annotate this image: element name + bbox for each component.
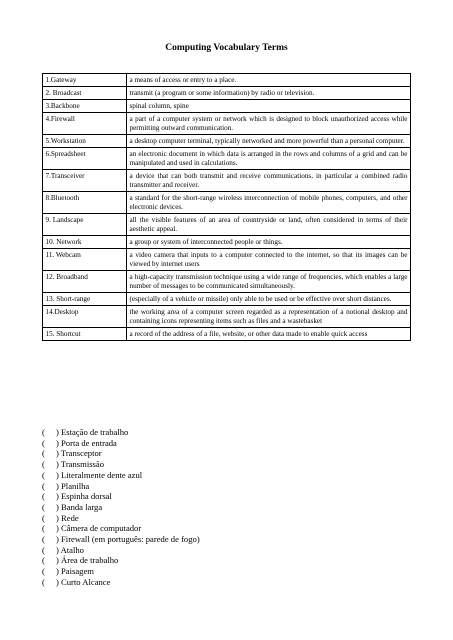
answer-text: Curto Alcance [61,576,111,587]
close-paren: ) [56,544,59,555]
answer-item [42,513,200,524]
definition-cell: (especially of a vehicle or missile) only able to be used or be effective over short distances. [127,293,411,306]
open-paren: ( [42,534,45,545]
table-row [43,135,411,148]
answer-item [42,459,200,470]
close-paren: ) [56,491,59,502]
answer-item [42,438,200,449]
answer-text: Planilha [61,480,90,491]
answer-item [42,523,200,534]
table-row [43,236,411,249]
table-row [43,214,411,236]
answer-text: Banda larga [61,501,103,512]
answer-text: Transmissão [60,459,105,470]
vocabulary-table-body [43,74,411,341]
answer-item [42,448,200,459]
open-paren: ( [42,448,45,459]
answer-text: Rede [61,512,79,523]
table-row [43,293,411,306]
table-row [43,249,411,271]
open-paren: ( [42,544,45,555]
definition-cell: a high-capacity transmission technique using a wide range of frequencies, which enables a large number of messages to be communicated simultaneously. [127,271,411,293]
table-row [43,74,411,87]
table-row [43,113,411,135]
answer-text: Paisagem [61,566,94,577]
close-paren: ) [56,576,59,587]
open-paren: ( [42,512,45,523]
open-paren: ( [42,566,45,577]
answer-text: Porta de entrada [61,437,117,448]
definition-cell: an electronic document in which data is arranged in the rows and columns of a grid and can be manipulated and used in calculations. [127,148,411,170]
answer-text: Atalho [60,544,84,555]
close-paren: ) [56,437,59,448]
close-paren: ) [56,534,59,545]
term-cell: 11. Webcam [43,249,127,271]
definition-cell: a standard for the short-range wireless interconnection of mobile phones, computers, and other electronic devices. [127,192,411,214]
table-row [43,271,411,293]
answer-item [42,491,200,502]
answer-text: Espinha dorsal [61,491,112,502]
answer-text: Transceptor [60,448,102,459]
close-paren: ) [56,427,59,437]
term-cell: 5.Workstation [43,135,127,148]
definition-cell: a video camera that inputs to a computer connected to the internet, so that its images can be viewed by internet users [127,249,411,271]
answer-text: Firewall (em português: parede de fogo) [61,534,200,545]
open-paren: ( [42,480,45,491]
open-paren: ( [42,555,45,566]
open-paren: ( [42,427,45,437]
term-cell: 12. Broadband [43,271,127,293]
term-cell: 7.Transceiver [43,170,127,192]
definition-cell: the working area of a computer screen regarded as a representation of a notional desktop and containing icons representing items such as files and a wastebasket [127,306,411,328]
close-paren: ) [56,501,59,512]
open-paren: ( [42,501,45,512]
answer-item [42,534,200,545]
term-cell: 9. Landscape [43,214,127,236]
definition-cell: a desktop computer terminal, typically networked and more powerful than a personal computer. [127,135,411,148]
answer-list [42,427,200,588]
definition-cell: a group or system of interconnected people or things. [127,236,411,249]
open-paren: ( [42,523,45,534]
table-row [43,328,411,341]
table-row [43,87,411,100]
open-paren: ( [42,469,45,480]
term-cell: 4.Firewall [43,113,127,135]
definition-cell: a record of the address of a file, website, or other data made to enable quick access [127,328,411,341]
close-paren: ) [56,555,59,566]
definition-cell: a device that can both transmit and receive communications, in particular a combined radio transmitter and receiver. [127,170,411,192]
close-paren: ) [56,469,59,480]
answer-item [42,470,200,481]
answer-text: Literalmente dente azul [61,469,143,480]
definition-cell: transmit (a program or some information) by radio or television. [127,87,411,100]
definition-cell: all the visible features of an area of countryside or land, often considered in terms of their aesthetic appeal. [127,214,411,236]
close-paren: ) [56,448,59,459]
close-paren: ) [56,480,59,491]
open-paren: ( [42,491,45,502]
term-cell: 8.Bluetooth [43,192,127,214]
definition-cell: a part of a computer system or network which is designed to block unauthorized access while permitting outward communication. [127,113,411,135]
answer-item [42,427,200,438]
term-cell: 15. Shortcut [43,328,127,341]
answer-item [42,481,200,492]
term-cell: 2. Broadcast [43,87,127,100]
term-cell: 6.Spreadsheet [43,148,127,170]
answer-text: Câmera de computador [61,523,142,534]
answer-text: Área de trabalho [61,555,119,566]
answer-text: Estação de trabalho [61,427,129,437]
table-row [43,100,411,113]
term-cell: 10. Network [43,236,127,249]
open-paren: ( [42,576,45,587]
open-paren: ( [42,437,45,448]
definition-cell: a means of access or entry to a place. [127,74,411,87]
table-row [43,306,411,328]
open-paren: ( [42,459,45,470]
close-paren: ) [56,523,59,534]
close-paren: ) [56,512,59,523]
table-row [43,192,411,214]
vocabulary-table [42,73,411,341]
answer-item [42,577,200,588]
close-paren: ) [56,566,59,577]
answer-item [42,555,200,566]
term-cell: 1.Gateway [43,74,127,87]
answer-item [42,502,200,513]
table-row [43,148,411,170]
term-cell: 13. Short-range [43,293,127,306]
term-cell: 3.Backbone [43,100,127,113]
answer-item [42,566,200,577]
page-title: Computing Vocabulary Terms [165,43,288,53]
table-row [43,170,411,192]
close-paren: ) [56,459,59,470]
term-cell: 14.Desktop [43,306,127,328]
definition-cell: spinal column, spine [127,100,411,113]
answer-item [42,545,200,556]
